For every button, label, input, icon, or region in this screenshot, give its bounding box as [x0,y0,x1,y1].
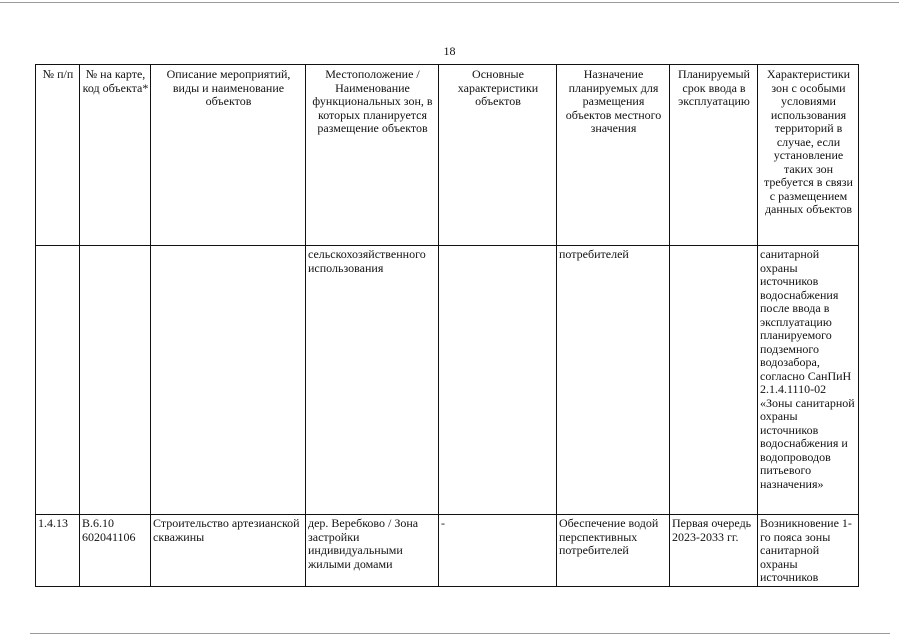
cell-term [670,246,758,515]
scan-edge-top [0,2,899,3]
header-characteristics: Основные характеристики объектов [439,65,557,246]
cell-number: 1.4.13 [36,515,80,587]
table-row [36,246,859,515]
planned-objects-table [35,64,859,587]
cell-description: Строительство артезианской скважины [151,515,306,587]
header-description: Описание мероприятий, виды и наименование объектов [151,65,306,246]
header-term: Планируемый срок ввода в эксплуатацию [670,65,758,246]
cell-map-code [80,246,151,515]
header-map-code: № на карте, код объекта* [80,65,151,246]
cell-map-code [80,515,151,587]
header-purpose: Назначение планируемых для размещения объектов местного значения [557,65,670,246]
page-number: 18 [443,44,456,58]
scan-edge-bottom [30,633,890,634]
cell-purpose: Обеспечение водой перспективных потребителей [557,515,670,587]
map-code-line: В.6.10 [82,516,115,530]
object-code-line: 602041106 [82,529,136,544]
cell-description [151,246,306,515]
cell-characteristics: - [439,515,557,587]
cell-purpose: потребителей [557,246,670,515]
table-header-row [36,65,859,246]
cell-zones: Возникновение 1-го пояса зоны санитарной охраны источников [758,515,859,587]
cell-location: дер. Веребково / Зона застройки индивидуальными жилыми домами [306,515,439,587]
table-row [36,515,859,587]
header-zones: Характеристики зон с особыми условиями использования территорий в случае, если установление таких зон требуется в связи с размещением данных объектов [758,65,859,246]
header-location: Местоположение / Наименование функциональных зон, в которых планируется размещение объектов [306,65,439,246]
cell-zones: санитарной охраны источников водоснабжения после ввода в эксплуатацию планируемого подземного водозабора, согласно СанПиН 2.1.4.1110-02 «Зоны санитарной охраны источников водоснабжения и водопроводов питьевого назначения» [758,246,859,515]
term-phase-line: Первая очередь [672,516,752,530]
header-number: № п/п [36,65,80,246]
cell-number [36,246,80,515]
cell-location: сельскохозяйственного использования [306,246,439,515]
term-years-line: 2023-2033 гг. [672,529,739,544]
cell-term [670,515,758,587]
cell-characteristics [439,246,557,515]
